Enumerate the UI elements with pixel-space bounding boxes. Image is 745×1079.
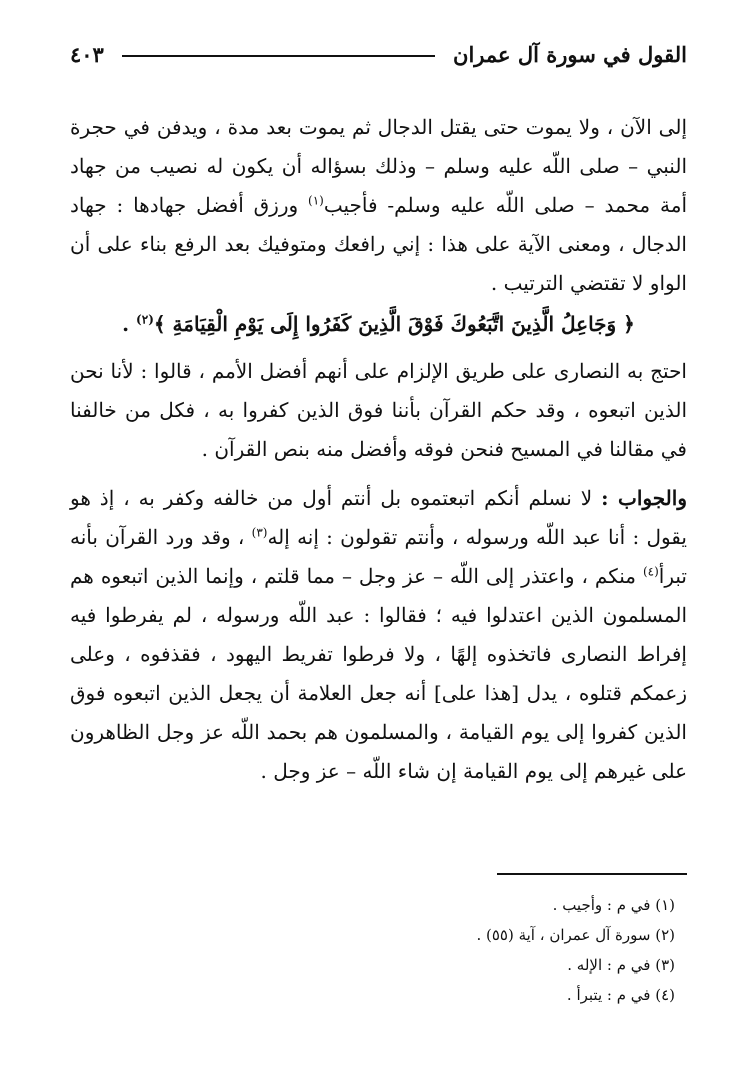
paragraph-1 — [70, 108, 687, 303]
footnote-4: (٤) في م : يتبرأ . — [566, 986, 675, 1004]
paragraph-2: احتج به النصارى على طريق الإلزام على أنهم أفضل الأمم ، قالوا : لأنا نحن الذين اتبعوه ، وقد حكم القرآن بأننا فوق الذين كفروا به ، فكل من خالفنا في مقالنا في المسيح فنحن فوقه وأفضل منه بنص القرآن . — [70, 359, 687, 461]
verse-text: ﴿ وَجَاعِلُ الَّذِينَ اتَّبَعُوكَ فَوْقَ الَّذِينَ كَفَرُوا إِلَى يَوْمِ الْقِيَامَةِ ﴾ — [153, 312, 635, 336]
footnote-ref-1: (١) — [308, 193, 324, 208]
footnote-ref-2: (٢) — [136, 312, 154, 327]
paragraph-3-text-b: ، وقد ورد القرآن بأنه تبرأ — [70, 525, 687, 588]
paragraph-1-text-b: ورزق أفضل جهادها : جهاد الدجال ، ومعنى الآية على هذا : إني رافعك ومتوفيك بعد الرفع بناء على أن الواو لا تقتضي الترتيب . — [70, 193, 687, 295]
footnote-2: (٢) سورة آل عمران ، آية (٥٥) . — [476, 926, 675, 944]
header-rule — [122, 55, 435, 57]
page-number: ٤٠٣ — [70, 41, 104, 67]
paragraph-3-text-a: لا نسلم أنكم اتبعتموه بل أنتم أول من خالفه وكفر به ، إذ هو يقول : أنا عبد اللّه ورسوله ، وأنتم تقولون : إنه إله — [70, 486, 687, 549]
paragraph-3-text-c: منكم ، واعتذر إلى اللّه – عز وجل – مما قلتم ، وإنما الذين اتبعوه هم المسلمون الذين اعتدلوا فيه ؛ فقالوا : عبد اللّه ورسوله ، لم يفرطوا فيه إفراط النصارى فاتخذوه إلهًا ، ولا فرطوا تفريط اليهود ، فقذفوه ، وعلى زعمكم قتلوه ، يدل [هذا على] أنه جعل العلامة أن يجعل الذين اتبعوه فوق الذين كفروا إلى يوم القيامة ، والمسلمون هم بحمد اللّه عز وجل الظاهرون على غيرهم إلى يوم القيامة إن شاء اللّه – عز وجل . — [70, 564, 687, 783]
footnote-1: (١) في م : وأجيب . — [552, 896, 675, 914]
header-title: القول في سورة آل عمران — [453, 41, 687, 67]
footnote-ref-3: (٣) — [251, 525, 268, 540]
footnote-ref-4: (٤) — [642, 564, 659, 579]
verse-end: . — [122, 312, 137, 336]
paragraph-1-text-a: إلى الآن ، ولا يموت حتى يقتل الدجال ثم يموت بعد مدة ، ويدفن في حجرة النبي – صلى اللّه عليه وسلم – وذلك بسؤاله أن يكون له نصيب من جهاد أمة محمد – صلى اللّه عليه وسلم- فأجيب — [70, 115, 687, 217]
paragraph-3 — [70, 479, 687, 791]
footnote-separator — [497, 873, 687, 875]
footnote-3: (٣) في م : الإله . — [567, 956, 675, 974]
quran-verse — [70, 305, 687, 344]
answer-lead: والجواب : — [601, 486, 687, 510]
page-body — [70, 108, 687, 791]
footnotes — [300, 890, 675, 1010]
running-header — [70, 34, 687, 74]
